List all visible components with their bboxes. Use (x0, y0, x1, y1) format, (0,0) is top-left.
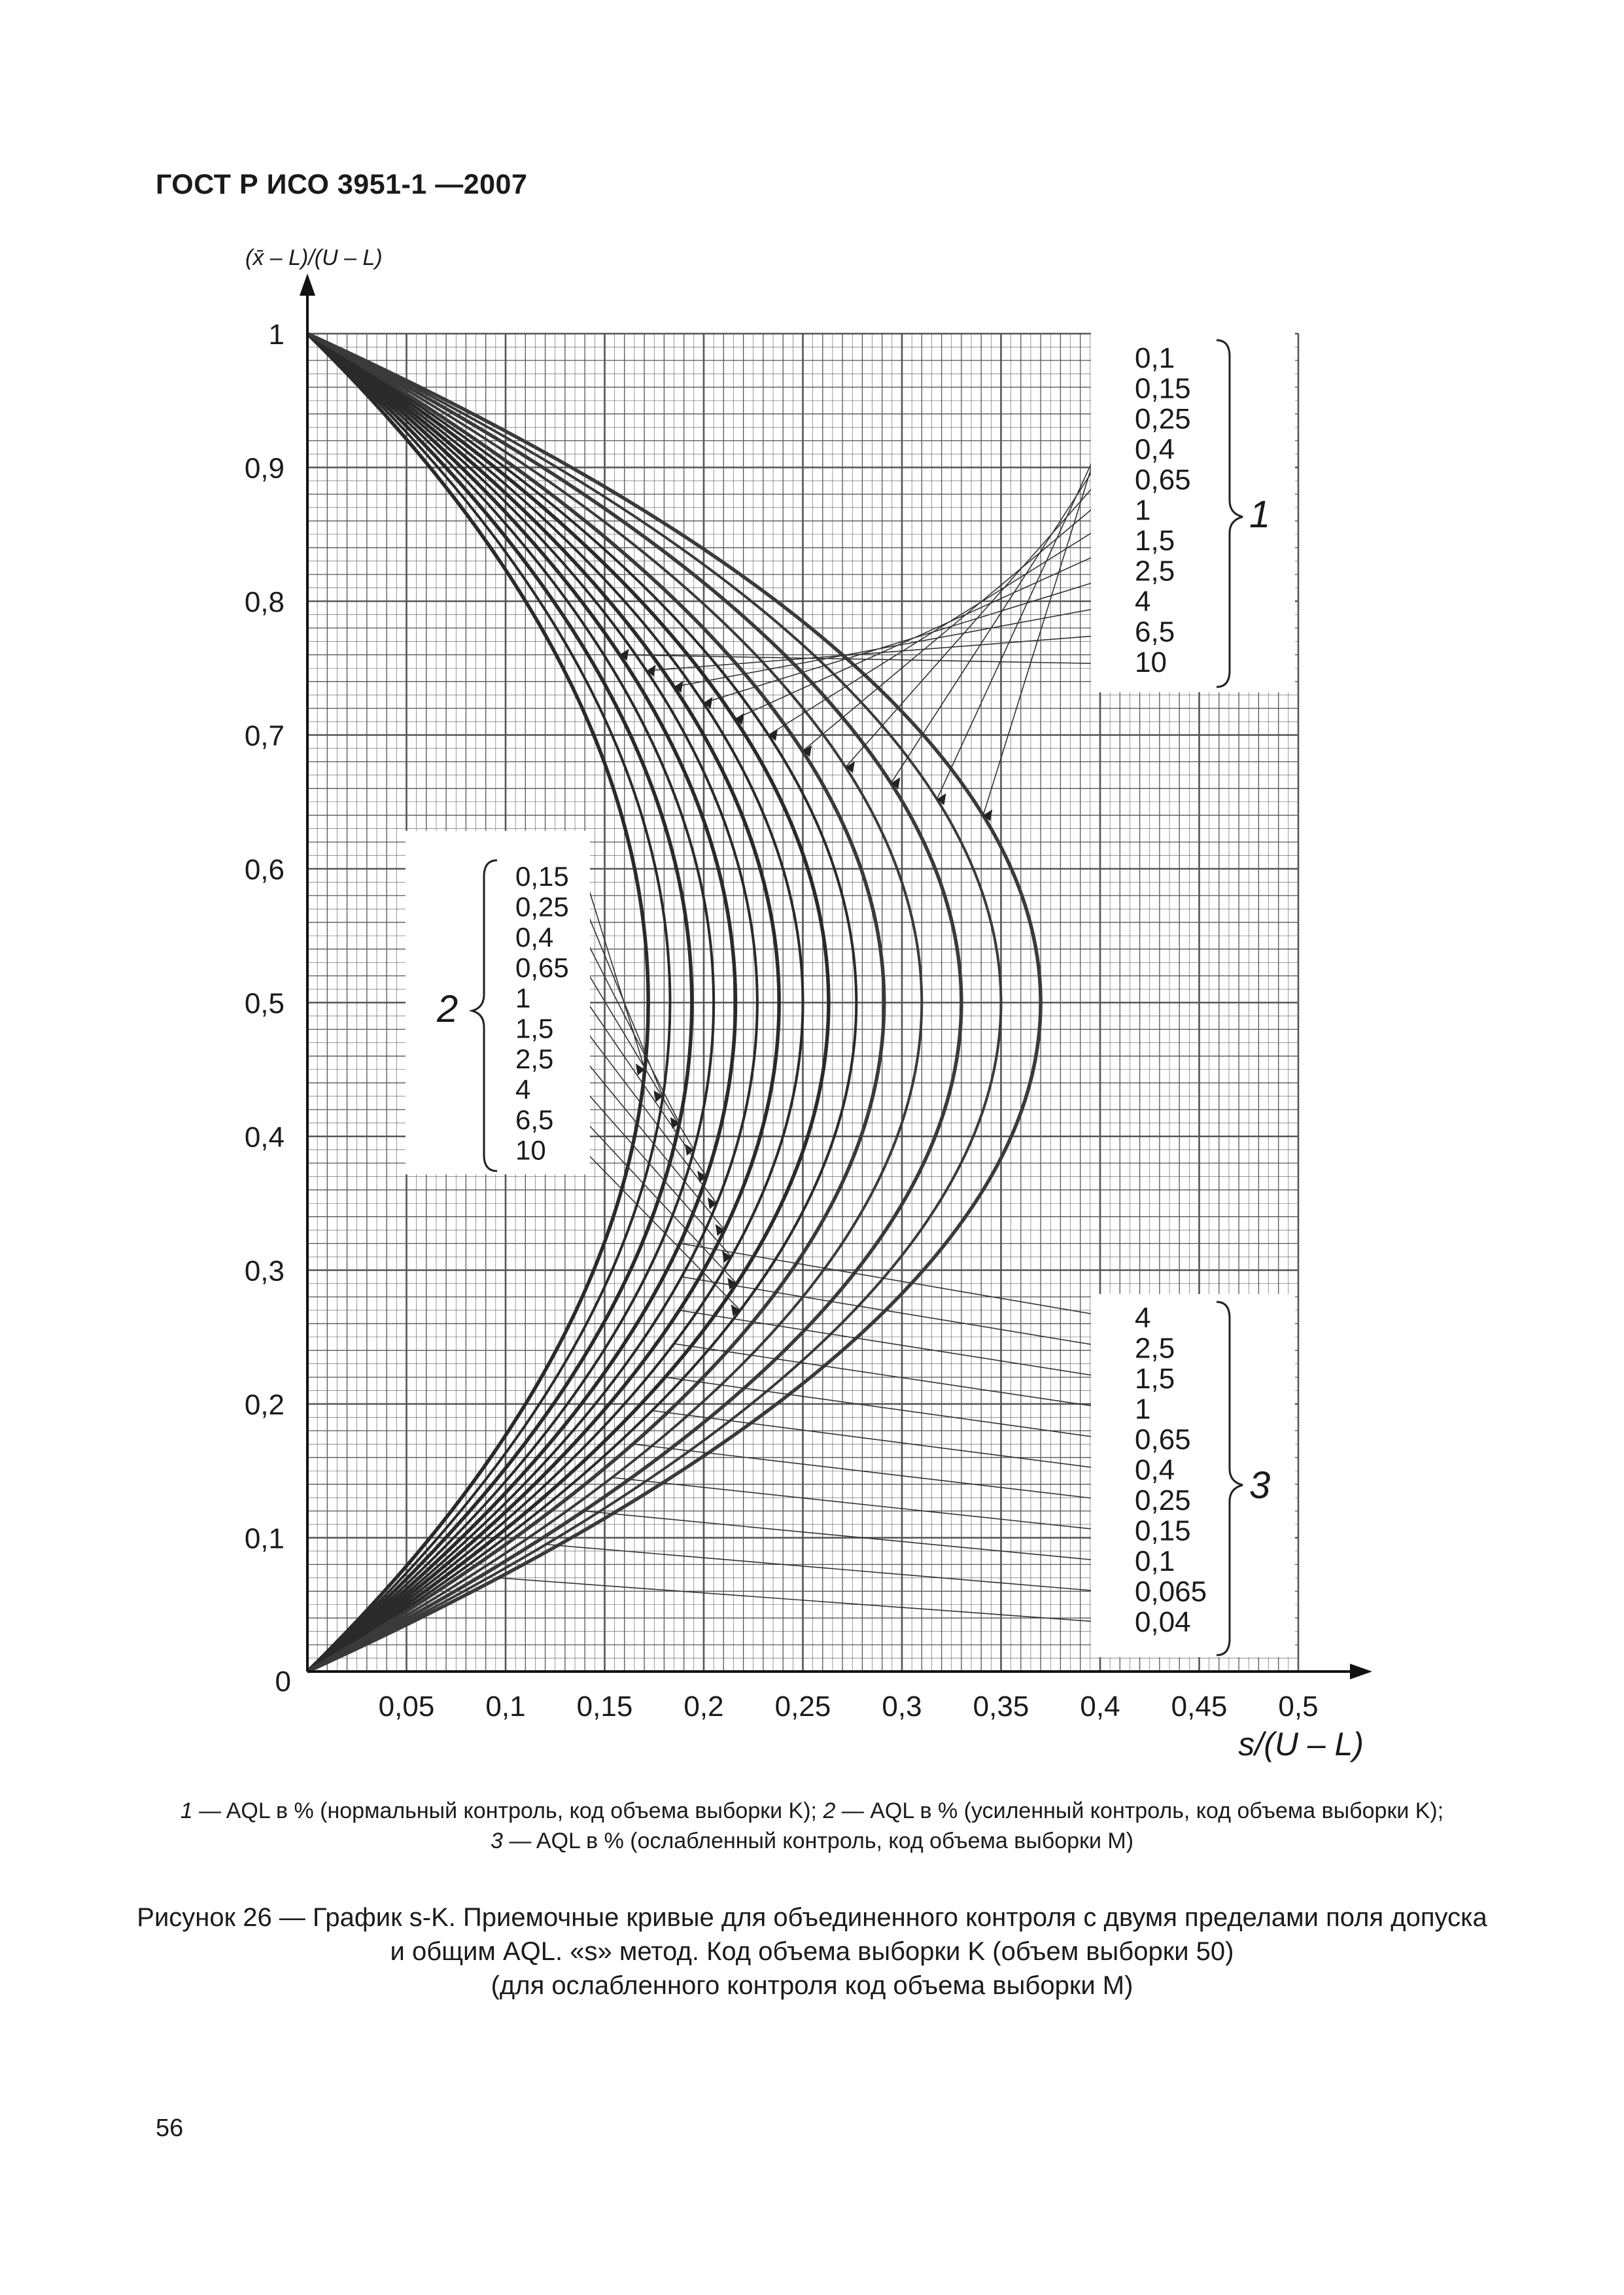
leader-line-g2 (585, 1000, 706, 1176)
footnote-text-3: — AQL в % (ослабленный контроль, код объема выборки M) (509, 1829, 1134, 1853)
group2-label: 10 (515, 1134, 546, 1166)
leader-line-g1 (803, 482, 1125, 751)
group2-label: 0,25 (515, 891, 569, 922)
y-tick-label: 0,3 (244, 1255, 285, 1288)
y-tick-label: 0,7 (244, 720, 285, 752)
leader-line-g2 (585, 939, 680, 1123)
group3-label: 0,25 (1135, 1484, 1191, 1516)
footnote-key-1: 1 (180, 1798, 193, 1823)
group3-label: 0,04 (1135, 1606, 1191, 1638)
origin-label: 0 (275, 1666, 291, 1698)
x-tick-label: 0,05 (378, 1691, 435, 1723)
leader-line-g3 (633, 1444, 1125, 1502)
document-header: ГОСТ Р ИСО 3951-1 —2007 (156, 169, 528, 200)
group1-label: 0,65 (1135, 464, 1191, 496)
x-tick-label: 0,1 (485, 1691, 526, 1723)
group3-label: 0,65 (1135, 1424, 1191, 1456)
group1-label: 2,5 (1135, 555, 1175, 587)
group2-label: 0,4 (515, 922, 554, 953)
footnote-key-3: 3 (490, 1829, 503, 1853)
x-tick-label: 0,25 (774, 1691, 831, 1723)
group1-label: 10 (1135, 646, 1167, 678)
group1-label: 4 (1135, 586, 1151, 618)
group1-marker: 1 (1249, 493, 1271, 536)
group3-label: 2,5 (1135, 1332, 1175, 1365)
leader-line-g2 (585, 970, 694, 1150)
leader-line-g1 (647, 634, 1125, 671)
y-tick-label: 0,6 (244, 854, 285, 886)
group2-label: 6,5 (515, 1104, 554, 1135)
y-tick-label: 0,2 (244, 1389, 285, 1421)
group2-label: 2,5 (515, 1043, 554, 1074)
caption-line-1: Рисунок 26 — График s-K. Приемочные кривые для объединенного контроля с двумя пределами поля допуска (137, 1903, 1487, 1932)
page-number: 56 (156, 2114, 184, 2142)
footnote-key-2: 2 (823, 1798, 836, 1823)
caption-line-3: (для ослабленного контроля код объема выборки M) (491, 1971, 1133, 2000)
x-tick-label: 0,35 (973, 1691, 1029, 1723)
caption-line-2: и общим AQL. «s» метод. Код объема выборки K (объем выборки 50) (390, 1937, 1234, 1966)
group2-label: 1,5 (515, 1013, 554, 1044)
group3-label: 0,15 (1135, 1515, 1191, 1547)
leader-line-g3 (682, 1277, 1125, 1350)
x-axis-arrow (1350, 1664, 1372, 1679)
x-tick-label: 0,45 (1171, 1691, 1228, 1723)
figure-footnote (131, 1796, 1493, 1856)
y-tick-label: 0,5 (244, 987, 285, 1020)
group2-marker: 2 (437, 988, 458, 1030)
x-tick-label: 0,3 (882, 1691, 922, 1723)
y-tick-label: 0,1 (244, 1522, 285, 1555)
y-tick-label: 0,4 (244, 1121, 285, 1153)
group1-label: 0,25 (1135, 403, 1191, 435)
group3-label: 0,1 (1135, 1545, 1175, 1577)
y-tick-label: 0,9 (244, 452, 285, 485)
footnote-text-2: — AQL в % (усиленный контроль, код объема выборки K); (841, 1798, 1444, 1823)
group3-label: 1,5 (1135, 1363, 1175, 1395)
x-tick-label: 0,15 (576, 1691, 633, 1723)
group3-marker: 3 (1249, 1464, 1271, 1507)
group2-label: 0,65 (515, 952, 569, 983)
group3-label: 4 (1135, 1302, 1151, 1334)
group3-label: 1 (1135, 1393, 1151, 1426)
y-tick-label: 0,8 (244, 586, 285, 618)
y-axis-arrow (300, 273, 315, 296)
x-axis-title: s/(U – L) (1238, 1726, 1364, 1762)
figure-caption (131, 1901, 1493, 2003)
leader-line-g1 (735, 542, 1125, 719)
y-axis-title: (x̄ – L)/(U – L) (245, 245, 383, 270)
group1-label: 1 (1135, 494, 1151, 527)
leader-line-g1 (846, 451, 1125, 767)
group2-label: 4 (515, 1074, 531, 1105)
group1-label: 0,4 (1135, 433, 1175, 466)
group1-label: 1,5 (1135, 525, 1175, 557)
leader-line-g3 (498, 1578, 1125, 1624)
group1-label: 6,5 (1135, 616, 1175, 648)
leader-line-g2 (585, 878, 645, 1070)
group2-label: 1 (515, 983, 531, 1013)
y-tick-label: 1 (268, 319, 285, 351)
group1-label: 0,1 (1135, 342, 1175, 374)
group3-label: 0,4 (1135, 1454, 1175, 1486)
group1-label: 0,15 (1135, 372, 1191, 405)
leader-line-g3 (546, 1545, 1125, 1594)
footnote-text-1: — AQL в % (нормальный контроль, код объема выборки K); (199, 1798, 823, 1823)
group2-label: 0,15 (515, 861, 569, 892)
x-tick-label: 0,5 (1278, 1691, 1319, 1723)
leader-line-g3 (665, 1377, 1125, 1441)
group3-label: 0,065 (1135, 1575, 1207, 1608)
x-tick-label: 0,2 (683, 1691, 724, 1723)
x-tick-label: 0,4 (1080, 1691, 1120, 1723)
